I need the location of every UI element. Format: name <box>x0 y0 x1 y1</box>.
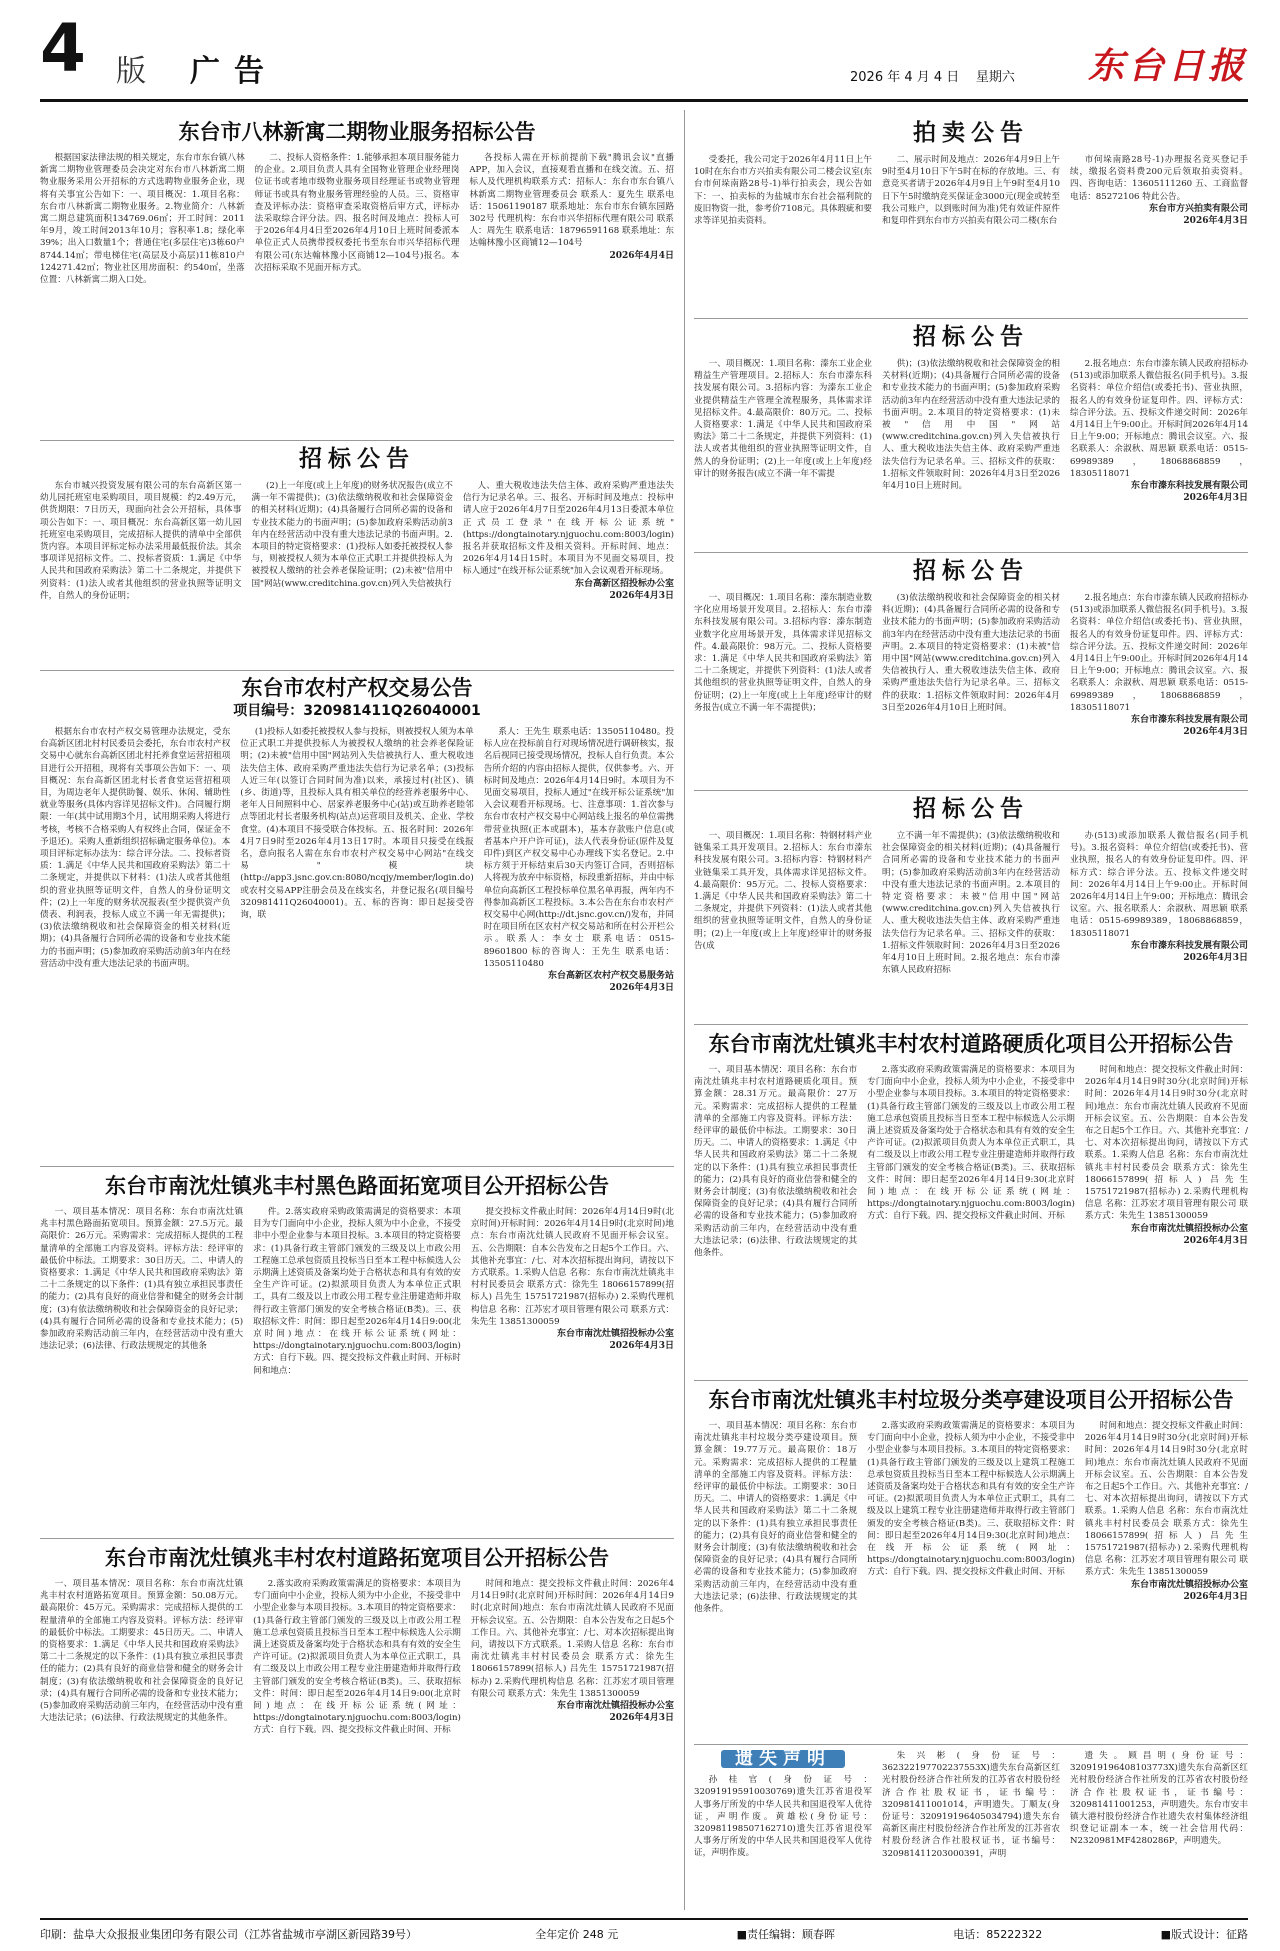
ad-body-col: (3)依法缴纳税收和社会保障资金的相关材料(近期)；(4)具备履行合同所必需的设备和专业技术能力的书面声明；(5)参加政府采购活动前3年内在经营活动中没有重大违法记录的书面声明。2.本项目的特定资格要求：(1)未被"信用中国"网站(www.creditchina.gov.cn)列入失信被执行人、重大税收违法失信主体、政府采购严重违法失信行为记录名单。三、招标文件的获取：1.招标文件领取时间：2026年4月3日至2026年4月10日上班时间。 <box>882 593 1060 713</box>
ad-road-hardening <box>694 1030 1248 1376</box>
ad-body-col: 供)；(3)依法缴纳税收和社会保障资金的相关材料(近期)；(4)具备履行合同所必需的设备和专业技术能力的书面声明；(5)参加政府采购活动前3年内在经营活动中没有重大违法记录的书面声明。2.本项目的特定资格要求：(1)未被"信用中国"网站(www.creditchina.gov.cn)列入失信被执行人、重大税收违法失信主体、政府采购严重违法失信行为记录名单。三、招标文件的获取：1.招标文件领取时间：2026年4月3日至2026年4月10日上班时间。 <box>882 359 1060 492</box>
ad-date: 2026年4月3日 <box>1183 1235 1249 1246</box>
ad-body-col <box>1085 1064 1248 1259</box>
ad-date: 2026年4月3日 <box>1183 1591 1249 1602</box>
ad-title: 东台市南沈灶镇兆丰村垃圾分类亭建设项目公开招标公告 <box>708 1388 1234 1412</box>
dateline <box>850 66 1015 85</box>
ad-body-text: 提交投标文件截止时间：2026年4月14日9时(北京时间)开标时间：2026年4月14日9时(北京时间)地点：东台市南沈灶镇人民政府不见面开标会议室。五、公告期限：自本公告发布之日起5个工作日。六、其他补充事宜：/七、对本次招标提出询问，请按以下方式联系。1.采购人信息 名称：东台市南沈灶镇兆丰村村民委员会 联系方式：徐先生 18066157899(招标人) 吕先生 15751721987(招标办) 2.采购代理机构信息 名称：江苏宏才项目管理有限公司 联系方式：朱先生 13851300059 <box>470 1207 675 1327</box>
ad-signer: 东台市方兴拍卖有限公司 <box>1148 203 1248 214</box>
ad-body-text: 各投标人需在开标前提前下载"腾讯会议"直播APP，加入会议，直接观看直播和在线交流。五、招标人及代理机构联系方式：招标人：东台市东台镇八林新寓二期物业管理委员会 联系人：夏先生 联系电话：15061190187 联系地址：东台市东台镇东园路302号 代理机构：东台市兴华招标代理有限公司 联系人：周先生 联系电话：18796591168 联系地址：东达翰林豫小区商铺12—104号 <box>469 153 675 249</box>
divider <box>40 1166 674 1167</box>
divider <box>694 1744 1248 1745</box>
page-footer <box>40 1918 1248 1942</box>
ad-body-col: 件。2.落实政府采购政策需满足的资格要求：本项目为专门面向中小企业，投标人须为中小企业，不接受非中小型企业参与本项目投标。3.本项目的特定资格要求：(1)具备行政主管部门颁发的三级及以上市政公用工程施工总承包资质且投标当日至本工程中标候选人公示期满上述资质及备案均处于合格状态和具有有效的安全生产许可证。(2)拟派项目负责人为本单位正式职工，具有二级及以上市政公用工程专业注册建造师并取得行政主管部门颁发的安全考核合格证(B类)。三、获取招标文件：时间：即日起至2026年4月14日9:00(北京时间)地点：在线开标公证系统(网址：https://dongtainotary.njguochu.com:8003/login)方式：自行下载。四、提交投标文件截止时间、开标时间和地点： <box>253 1207 461 1376</box>
lost-notice-col <box>694 1750 872 1860</box>
ad-body-col: 二、展示时间及地点：2026年4月9日上午9时至4月10日下午5时在标的存放地。三、有意竞买者请于2026年4月9日上午9时至4月10日下午5时缴纳竞买保证金3000元(现金或转至我公司账户，以到账时间为准)凭有效证件原件和复印件到东台市方兴拍卖有限公司二楼(东台 <box>882 155 1060 227</box>
lost-notice-text: 孙桂官(身份证号：320919195910030769)遗失江苏省退役军人事务厅所发的中华人民共和国退役军人优待证，声明作废。黄雄松(身份证号：320981198507162710)遗失江苏省退役军人事务厅所发的中华人民共和国退役军人优待证，声明作废。 <box>694 1775 872 1859</box>
ad-signer: 东台市南沈灶镇招投标办公室 <box>557 1329 675 1340</box>
ad-body-col: 一、项目概况：1.项目名称：溱东制造业数字化应用场景开发项目。2.招标人：东台市溱东科技发展有限公司。3.招标内容：溱东制造业数字化应用场景开发，具体需求详见招标文件。4.最高限价：98万元。二、投标人资格要求：1.满足《中华人民共和国政府采购法》第二十二条规定，并提供下列资料：(1)法人或者其他组织的营业执照等证明文件，自然人的身份证明；(2)上一年度(或上上年度)经审计的财务报告(成立不满一年不需提供)； <box>694 593 872 713</box>
divider <box>694 552 1248 553</box>
ad-title: 拍卖公告 <box>913 120 1029 146</box>
divider <box>694 1024 1248 1025</box>
ad-body-text: 时间和地点：提交投标文件截止时间：2026年4月14日9时(北京时间)开标时间：2026年4月14日9时(北京时间)地点：东台市南沈灶镇人民政府不见面开标会议室。五、公告期限：自本公告发布之日起5个工作日。六、其他补充事宜：/七、对本次招标提出询问，请按以下方式联系。1.采购人信息 名称：东台市南沈灶镇兆丰村村民委员会 联系方式：徐先生 18066157899(招标人) 吕先生 15751721987(招标办) 2.采购代理机构信息 名称：江苏宏才项目管理有限公司 联系方式：朱先生 13851300059 <box>470 1579 675 1699</box>
ad-signer: 东台市溱东科技发展有限公司 <box>1130 715 1248 726</box>
responsible-editor: ■责任编辑：顾春晖 <box>736 1928 835 1941</box>
lost-notices <box>694 1750 1248 1912</box>
ad-title: 东台市南沈灶镇兆丰村黑色路面拓宽项目公开招标公告 <box>105 1174 609 1198</box>
ad-date: 2026年4月3日 <box>1183 493 1248 504</box>
lost-notice-col: 遗失。顾昌明(身份证号：320919196408103773X)遗失东台高新区红光村股份经济合作社所发的江苏省农村股份经济合作社股权证书，证书编号：320981411001253，声明遗失。东台市安丰镇大港村股份经济合作社遗失农村集体经济组织登记证副本一本，统一社会信用代码：N2320981MF4280286P，声明遗失。 <box>1070 1751 1248 1847</box>
ad-date: 2026年4月4日 <box>609 250 675 261</box>
ad-black-road-widening <box>40 1172 674 1534</box>
ad-body-text: 办(513)或添加联系人微信报名(同手机号)。3.报名资料：单位介绍信(或委托书)、营业执照，报名人的有效身份证复印件。四、评标方式：综合评分法。五、投标文件递交时间：2026年4月14日上午9:00止。开标时间2026年4月14日上午9:00；开标地点：腾讯会议室。六、报名联系人：余淑秋、周思颖 联系电话：0515-69989389，18068868859，18305118071 <box>1070 831 1248 939</box>
ad-rural-property-exchange <box>40 674 674 1162</box>
ad-title: 东台市八林新寓二期物业服务招标公告 <box>178 120 536 144</box>
lost-notice-col: 朱兴彬(身份证号：362322197702237553X)遗失东台高新区红光村股份经济合作社所发的江苏省农村股份经济合作社股权证书，证书编号：320981411001014，声明遗失。丁顺友(身份证号：320919196405034794)遗失东台高新区南庄村股份经济合作社所发的江苏省农村股份经济合作社股权证书，证书编号：320981411203000391，声明 <box>882 1751 1060 1859</box>
ad-signer: 东台市南沈灶镇招投标办公室 <box>557 1701 675 1712</box>
layout-designer: ■版式设计：征路 <box>1160 1928 1248 1941</box>
newspaper-logo: 东台日报 <box>1087 45 1248 87</box>
divider <box>694 790 1248 791</box>
ad-title: 招标公告 <box>299 446 415 472</box>
ad-body-col <box>1085 1420 1248 1615</box>
ad-signer: 东台市南沈灶镇招投标办公室 <box>1131 1579 1249 1590</box>
ad-date: 2026年4月3日 <box>1183 215 1248 226</box>
ad-date: 2026年4月3日 <box>1183 727 1248 738</box>
ad-date: 2026年4月3日 <box>609 590 675 601</box>
ad-body-col <box>1070 154 1248 227</box>
ad-signer: 东台市溱东科技发展有限公司 <box>1130 940 1248 951</box>
ad-title: 招标公告 <box>913 324 1029 350</box>
center-divider <box>684 110 685 1910</box>
ad-body-col <box>469 152 674 286</box>
ad-body-col: (2)上一年度(或上上年度)的财务状况报告(成立不满一年不需提供)；(3)依法缴纳税收和社会保障资金的相关材料(近期)；(4)具备履行合同所必需的设备和专业技术能力的书面声明；(5)参加政府采购活动前3年内在经营活动中没有重大违法记录的书面声明。2.本项目的特定资格要求：(1)投标人如委托被授权人参与，则被授权人须为本单位正式职工并提供投标人为被授权人缴纳的社会养老保险证明；(2)未被"信用中国"网站(www.creditchina.gov.cn)列入失信被执行 <box>251 481 453 589</box>
ad-body-col: (1)投标人如委托被授权人参与投标，则被授权人须为本单位正式职工并提供投标人为被授权人缴纳的社会养老保险证明；(2)未被"信用中国"网站列入失信被执行人、重大税收违法失信主体、政府采购严重违法失信行为记录名单；(3)投标人近三年(以签订合同时间为准)以来，承接过村(社区)、镇(乡、街道)等，且投标人具有相关单位的经营养老服务中心、老年人日间照料中心、居家养老服务中心(站)或互助养老睦邻点等团北村长者服务机构(站点)运营项目及机关、企业、学校食堂。(4)本项目不接受联合体投标。五、报名时间：2026年4月7日9时至2026年4月13日17时。本项目只接受在线报名，意向报名人需在东台市农村产权交易中心网站"在线交易"模块(http://app3.jsnc.gov.cn:8080/ncqjy/member/login.do)或农村交易APP注册会员及在线实名，并登记报名(项目编号320981411Q26040001)。五、标的咨询：即日起接受咨询，联 <box>240 727 474 921</box>
ad-title: 东台市南沈灶镇兆丰村农村道路硬质化项目公开招标公告 <box>708 1032 1234 1056</box>
ad-body-col: 受委托，我公司定于2026年4月11日上午10时在东台市方兴拍卖有限公司二楼会议室(东台市何垛南路28号-1)举行拍卖会，现公告如下：一、拍卖标的为盐城市东台社会福利院的废旧物资一批，参考价7108元。具体瑕疵和要求等详见拍卖资料。 <box>694 155 872 227</box>
section-title: 广告 <box>190 54 278 89</box>
ad-body-col: 一、项目基本情况：项目名称：东台市南沈灶镇兆丰村农村道路拓宽项目。预算金额：50.08万元。最高限价：45万元。采购需求：完成招标人提供的工程量清单的全部施工内容及资料。评标方法：经评审的最低价中标法。工期要求：45日历天。二、申请人的资格要求：1.满足《中华人民共和国政府采购法》第二十二条规定的以下条件：(1)具有独立承担民事责任的能力；(2)具有良好的商业信誉和健全的财务会计制度；(3)有依法缴纳税收和社会保障资金的良好记录；(4)具有履行合同所必需的设备和专业技术能力；(5)参加政府采购活动前三年内，在经营活动中没有重大违法记录；(6)法律、行政法规规定的其他条件。 <box>40 1579 244 1724</box>
project-number: 项目编号：320981411Q26040001 <box>233 703 481 719</box>
ad-date: 2026年4月3日 <box>609 983 675 994</box>
ad-body-text: 2.报名地点：东台市溱东镇人民政府招标办(513)或添加联系人微信报名(同手机号)。3.报名资料：单位介绍信(或委托书)、营业执照，报名人的有效身份证复印件。四、评标方式：综合评分法。五、投标文件递交时间：2026年4月14日上午9:00止。开标时间2026年4月14日上午9:00；开标地点：腾讯会议室。六、报名联系人：余淑秋、周思颖 联系电话：0515-69989389，18068868859，18305118071 <box>1070 359 1248 479</box>
ad-body-col: 一、项目概况：1.项目名称：溱东工业企业精益生产管理项目。2.招标人：东台市溱东科技发展有限公司。3.招标内容：为溱东工业企业提供精益生产管理全流程服务，具体需求详见招标文件。4.最高限价：80万元。二、投标人资格要求：1.满足《中华人民共和国政府采购法》第二十二条规定，并提供下列资料：(1)法人或者其他组织的营业执照等证明文件，自然人的身份证明；(2)上一年度(或上上年度)经审计的财务报告(成立不满一年不需提 <box>694 359 872 479</box>
issue-weekday: 星期六 <box>975 70 1015 85</box>
ad-date: 2026年4月3日 <box>1183 952 1248 963</box>
lost-notice-title: 遗失声明 <box>721 1750 845 1768</box>
ad-signer: 东台市溱东科技发展有限公司 <box>1130 481 1248 492</box>
ad-body-text: 时间和地点：提交投标文件截止时间：2026年4月14日9时30分(北京时间)开标时间：2026年4月14日9时30分(北京时间)地点：东台市南沈灶镇人民政府不见面开标会议室。五、公告期限：自本公告发布之日起5个工作日。六、其他补充事宜：/七、对本次招标提出询问，请按以下方式联系。1.采购人信息 名称：东台市南沈灶镇兆丰村村民委员会 联系方式：徐先生 18066157899(招标人) 吕先生 15751721987(招标办) 2.采购代理机构信息 名称：江苏宏才项目管理有限公司 联系方式：朱先生 13851300059 <box>1084 1065 1249 1222</box>
ad-rural-road-widening <box>40 1544 674 1910</box>
ad-body-col: 2.落实政府采购政策需满足的资格要求：本项目为专门面向中小企业，投标人须为中小企业，不接受非中小型企业参与本项目投标。3.本项目的特定资格要求：(1)具备行政主管部门颁发的三级及以上市政公用工程施工总承包资质且投标当日至本工程中标候选人公示期满上述资质及备案均处于合格状态和具有有效的安全生产许可证。(2)拟派项目负责人为本单位正式职工，具有二级及以上市政公用工程专业注册建造师并取得行政主管部门颁发的安全考核合格证(B类)。三、获取招标文件：时间：即日起至2026年4月14日9:00(北京时间)地点：在线开标公证系统(网址：https://dongtainotary.njguochu.com:8003/login)方式：自行下载。四、提交投标文件截止时间、开标 <box>253 1579 461 1736</box>
ad-title: 东台市南沈灶镇兆丰村农村道路拓宽项目公开招标公告 <box>105 1546 609 1570</box>
ad-bailin-property <box>40 118 674 436</box>
masthead <box>40 10 1248 102</box>
divider <box>40 440 674 441</box>
ad-kindergarten-tender <box>40 444 674 666</box>
divider <box>40 1538 674 1539</box>
ad-body-col: 2.落实政府采购政策需满足的资格要求：本项目为专门面向中小企业，投标人须为中小企业，不接受非中小型企业参与本项目投标。3.本项目的特定资格要求：(1)具备行政主管部门颁发的三级及以上建筑工程施工总承包资质且投标当日至本工程中标候选人公示期满上述资质及备案均处于合格状态和具有有效的安全生产许可证。(2)拟派项目负责人为本单位正式职工，具有二级及以上建筑工程专业注册建造师并取得行政主管部门颁发的安全考核合格证(B类)。三、获取招标文件：时间：即日起至2026年4月14日9:30(北京时间)地点：在线开标公证系统(网址：https://dongtainotary.njguochu.com:8003/login)方式：自行下载。四、提交投标文件截止时间、开标 <box>867 1421 1075 1578</box>
ad-steel-procurement-tender <box>694 794 1248 1020</box>
ad-lean-production-tender <box>694 322 1248 548</box>
ad-body-col: 2.落实政府采购政策需满足的资格要求：本项目为专门面向中小企业，投标人须为中小企业，不接受非中小型企业参与本项目投标。3.本项目的特定资格要求：(1)具备行政主管部门颁发的三级及以上市政公用工程施工总承包资质且投标当日至本工程中标候选人公示期满上述资质及备案均处于合格状态和具有有效的安全生产许可证。(2)拟派项目负责人为本单位正式职工，具有二级及以上市政公用工程专业注册建造师并取得行政主管部门颁发的安全考核合格证(B类)。三、获取招标文件：时间：即日起至2026年4月14日9:30(北京时间)地点：在线开标公证系统(网址：https://dongtainotary.njguochu.com:8003/login)方式：自行下载。四、提交投标文件截止时间、开标 <box>867 1065 1075 1222</box>
ad-garbage-booth <box>694 1386 1248 1740</box>
ad-title: 东台市农村产权交易公告 <box>241 676 473 700</box>
ad-signer: 东台高新区招投标办公室 <box>575 578 675 589</box>
ad-body-col <box>471 1206 674 1377</box>
page-ban-label: 版 <box>116 54 146 89</box>
ad-body-col: 东台市城兴投资发展有限公司的东台高新区第一幼儿园托班室电采购项目，项目规模：约2.49万元，供货期限：7日历天，现面向社会公开招标，具体事项公告如下：一、项目概况：东台高新区第一幼儿园托班室电采购项目，完成招标人提供的清单中全部供货内容。本项目评标定标办法采用最低报价法。其余事项详见招标文件。二、投标者资质：1.满足《中华人民共和国政府采购法》第二十二条规定，并提供下列资料：(1)法人或者其他组织的营业执照等证明文件，自然人的身份证明； <box>40 481 242 601</box>
divider <box>694 318 1248 319</box>
ad-body-text: 系人：王先生 联系电话：13505110480。投标人应在投标前自行对现场情况进行调研核实，报名后视同已接受现场情况，投标人自行负责。本公告所介绍的内容由招标人提供，仅供参考。六、开标时间及地点：2026年4月14日9时。本项目为不见面交易项目，投标人通过"在线开标公证系统"加入会议观看开标现场。七、注意事项：1.首次参与东台市农村产权交易中心网站线上报名的单位需携带营业执照(正本或副本)，基本存款账户信息(或者基本户开户许可证)，法人代表身份证(原件及复印件)到区产权交易中心办理线下实名登记。2.中标方须于开标结束后30天内签订合同，否则招标人将视为放弃中标资格，标段重新招标，并由中标单位向高新区工程投标单位黑名单再报，两年内不得参加高新区工程投标。3.本公告在东台市农村产权交易中心网(http://dt.jsnc.gov.cn/)发布，并同时在项目所在区农村产权交易站和所在村公开栏公示。联系人：李女士 联系电话：0515-89601800 标的咨询人：王先生 联系电话：13505110480 <box>483 727 675 969</box>
page-number: 4 <box>40 10 86 87</box>
ad-body-col <box>1070 592 1248 738</box>
printer-info: 印刷：盐阜大众报报业集团印务有限公司（江苏省盐城市亭湖区新园路39号） <box>40 1928 417 1941</box>
ad-title: 招标公告 <box>913 796 1029 822</box>
ad-date: 2026年4月3日 <box>609 1713 675 1724</box>
ad-body-col <box>1070 358 1248 504</box>
divider <box>694 1380 1248 1381</box>
ad-body-col <box>463 480 674 602</box>
ad-body-text: 人、重大税收违法失信主体、政府采购严重违法失信行为记录名单。三、报名、开标时间及地点：投标申请人应于2026年4月7日至2026年4月13日委派本单位正式员工登录"在线开标公证系统"(https://dongtainotary.njguochu.com:8003/login)报名并获取招标文件及相关资料。开标时间、地点：2026年4月14日15时。本项目为不见面交易项目，投标人通过"在线开标公证系统"加入会议观看开标现场。 <box>462 481 675 577</box>
ad-auction <box>694 118 1248 314</box>
ad-body-col: 二、投标人资格条件：1.能够承担本项目服务能力的企业。2.项目负责人具有全国物业管理企业经理岗位证书或者地市级物业服务项目经理证书或物业管理师证书或具有物业服务管理经验的人员。三、资格审查及评标办法：资格审查采取资格后审方式，评标办法采取综合评分法。四、报名时间及地点：投标人可于2026年4月4日至2026年4月10日上班时间委派本单位正式人员携带授权委托书至东台市兴华招标代理有限公司(东达翰林豫小区商铺12—104号)报名。本次招标采取不见面开标方式。 <box>254 153 460 273</box>
ad-body-col: 根据东台市农村产权交易管理办法规定，受东台高新区团北村村民委员会委托，东台市农村产权交易中心就东台高新区团北村托养食堂运营招租项目进行公开招租，现将有关事项公告如下：一、项目概况：东台高新区团北村长者食堂运营招租项目，为周边老年人提供助餐、娱乐、休闲、辅助性就业等服务(具体内容详见招标文件)。合同履行期限：一年(其中试用期3个月，试用期采购人将进行考核，考核不合格采购人有权终止合同，保证金不予退还)。采购人重新组织招标确定服务单位)。本项目评标定标办法为：综合评分法。二、投标者资质：1.满足《中华人民共和国政府采购法》第二十二条规定，并提供以下材料：(1)法人或者其他组织的营业执照等证明文件，自然人的身份证明文件；(2)上一年度的财务状况报表(至少提供资产负债表、利润表，投标人成立不满一年无需提供)；(3)依法缴纳税收和社会保障资金的相关材料(近期)；(4)具备履行合同所必需的设备和专业技术能力的书面声明；(5)参加政府采购活动前3年内在经营活动中没有重大违法记录的书面声明。 <box>40 727 231 969</box>
ad-date: 2026年4月3日 <box>609 1341 675 1352</box>
ad-body-col <box>484 726 674 994</box>
ad-body-text: 2.报名地点：东台市溱东镇人民政府招标办(513)或添加联系人微信报名(同手机号)。3.报名资料：单位介绍信(或委托书)、营业执照，报名人的有效身份证复印件。四、评标方式：综合评分法。五、投标文件递交时间：2026年4月14日上午9:00止。开标时间2026年4月14日上午9:00；开标地点：腾讯会议室。六、报名联系人：余淑秋、周思颖 联系电话：0515-69989389，18068868859，18305118071 <box>1070 593 1248 713</box>
ad-body-col <box>471 1578 674 1737</box>
ad-body-col: 立不满一年不需提供)；(3)依法缴纳税收和社会保障资金的相关材料(近期)；(4)具备履行合同所必需的设备和专业技术能力的书面声明；(5)参加政府采购活动前3年内在经营活动中没有重大违法记录的书面声明。2.本项目的特定资格要求：未被"信用中国"网站(www.creditchina.gov.cn)列入失信被执行人、重大税收违法失信主体、政府采购严重违法失信行为记录名单。三、招标文件的获取：1.招标文件领取时间：2026年4月3日至2026年4月10日上班时间。2.报名地点：东台市溱东镇人民政府招标 <box>882 831 1060 976</box>
editor-phone: 电话：85222322 <box>953 1928 1043 1941</box>
annual-price: 全年定价 248 元 <box>535 1928 619 1941</box>
ad-body-col: 根据国家法律法规的相关规定，东台市东台镇八林新寓二期物业管理委员会决定对东台市八林新寓二期物业服务采用公开招标的方式选聘物业服务企业，现将有关事宜公告如下：一、项目概况：1.项目名称：东台市八林新寓二期物业服务。2.物业简介：八林新寓二期总建筑面积134769.06㎡；开工时间：2011年9月，竣工时间2013年10月；容积率1.8；绿化率39%；出入口数量1个；普通住宅(多层住宅)3栋60户8744.14㎡；带电梯住宅(高层及小高层)11栋810户124271.42㎡；物业社区用房面积：约540㎡，坐落位置：八林新寓二期入口处。 <box>40 153 245 286</box>
ad-body-col <box>1070 830 1248 976</box>
ad-signer: 东台市南沈灶镇招投标办公室 <box>1131 1223 1249 1234</box>
ad-body-text: 时间和地点：提交投标文件截止时间：2026年4月14日9时30分(北京时间)开标时间：2026年4月14日9时30分(北京时间)地点：东台市南沈灶镇人民政府不见面开标会议室。五、公告期限：自本公告发布之日起5个工作日。六、其他补充事宜：/七、对本次招标提出询问，请按以下方式联系。1.采购人信息 名称：东台市南沈灶镇兆丰村村民委员会 联系方式：徐先生 18066157899(招标人) 吕先生 15751721987(招标办) 2.采购代理机构信息 名称：江苏宏才项目管理有限公司 联系方式：朱先生 13851300059 <box>1084 1421 1249 1578</box>
ad-body-col: 一、项目基本情况：项目名称：东台市南沈灶镇兆丰村黑色路面拓宽项目。预算金额：27.5万元。最高限价：26万元。采购需求：完成招标人提供的工程量清单的全部施工内容及资料。评标方法：经评审的最低价中标法。工期要求：30日历天。二、申请人的资格要求：1.满足《中华人民共和国政府采购法》第二十二条规定的以下条件：(1)具有独立承担民事责任的能力；(2)具有良好的商业信誉和健全的财务会计制度；(3)有依法缴纳税收和社会保障资金的良好记录；(4)具有履行合同所必需的设备和专业技术能力；(5)参加政府采购活动前三年内，在经营活动中没有重大违法记录；(6)法律、行政法规规定的其他条 <box>40 1207 244 1352</box>
ad-body-col: 一、项目基本情况：项目名称：东台市南沈灶镇兆丰村农村道路硬质化项目。预算金额：28.31万元。最高限价：27万元。采购需求：完成招标人提供的工程量清单的全部施工内容及资料。评标方法：经评审的最低价中标法。工期要求：30日历天。二、申请人的资格要求：1.满足《中华人民共和国政府采购法》第二十二条规定的以下条件：(1)具有独立承担民事责任的能力；(2)具有良好的商业信誉和健全的财务会计制度；(3)有依法缴纳税收和社会保障资金的良好记录；(4)具有履行合同所必需的设备和专业技术能力；(5)参加政府采购活动前三年内，在经营活动中没有重大违法记录；(6)法律、行政法规规定的其他条件。 <box>694 1065 858 1259</box>
ad-signer: 东台高新区农村产权交易服务站 <box>548 971 675 982</box>
ad-body-text: 市何垛南路28号-1)办理报名竞买登记手续，缴报名资料费200元后领取拍卖资料。四、咨询电话：13605111260 五、工商监督电话：85272106 特此公告。 <box>1070 155 1248 202</box>
divider <box>40 670 674 671</box>
ad-body-col: 一、项目概况：1.项目名称：特钢材料产业链集采工具开发项目。2.招标人：东台市溱东科技发展有限公司。3.招标内容：特钢材料产业链集采工具开发，具体需求详见招标文件。4.最高限价：95万元。二、投标人资格要求：1.满足《中华人民共和国政府采购法》第二十二条规定，并提供下列资料：(1)法人或者其他组织的营业执照等证明文件，自然人的身份证明；(2)上一年度(或上上年度)经审计的财务报告(成 <box>694 831 872 951</box>
ad-title: 招标公告 <box>913 558 1029 584</box>
issue-date: 2026 年 4 月 4 日 <box>850 70 960 85</box>
ad-digital-scenario-tender <box>694 556 1248 786</box>
ad-body-col: 一、项目基本情况：项目名称：东台市南沈灶镇兆丰村垃圾分类亭建设项目。预算金额：19.77万元。最高限价：18万元。采购需求：完成招标人提供的工程量清单的全部施工内容及资料。评标方法：经评审的最低价中标法。工期要求：30日历天。二、申请人的资格要求：1.满足《中华人民共和国政府采购法》第二十二条规定的以下条件：(1)具有独立承担民事责任的能力；(2)具有良好的商业信誉和健全的财务会计制度；(3)有依法缴纳税收和社会保障资金的良好记录；(4)具有履行合同所必需的设备和专业技术能力；(5)参加政府采购活动前三年内，在经营活动中没有重大违法记录；(6)法律、行政法规规定的其他条件。 <box>694 1421 858 1615</box>
